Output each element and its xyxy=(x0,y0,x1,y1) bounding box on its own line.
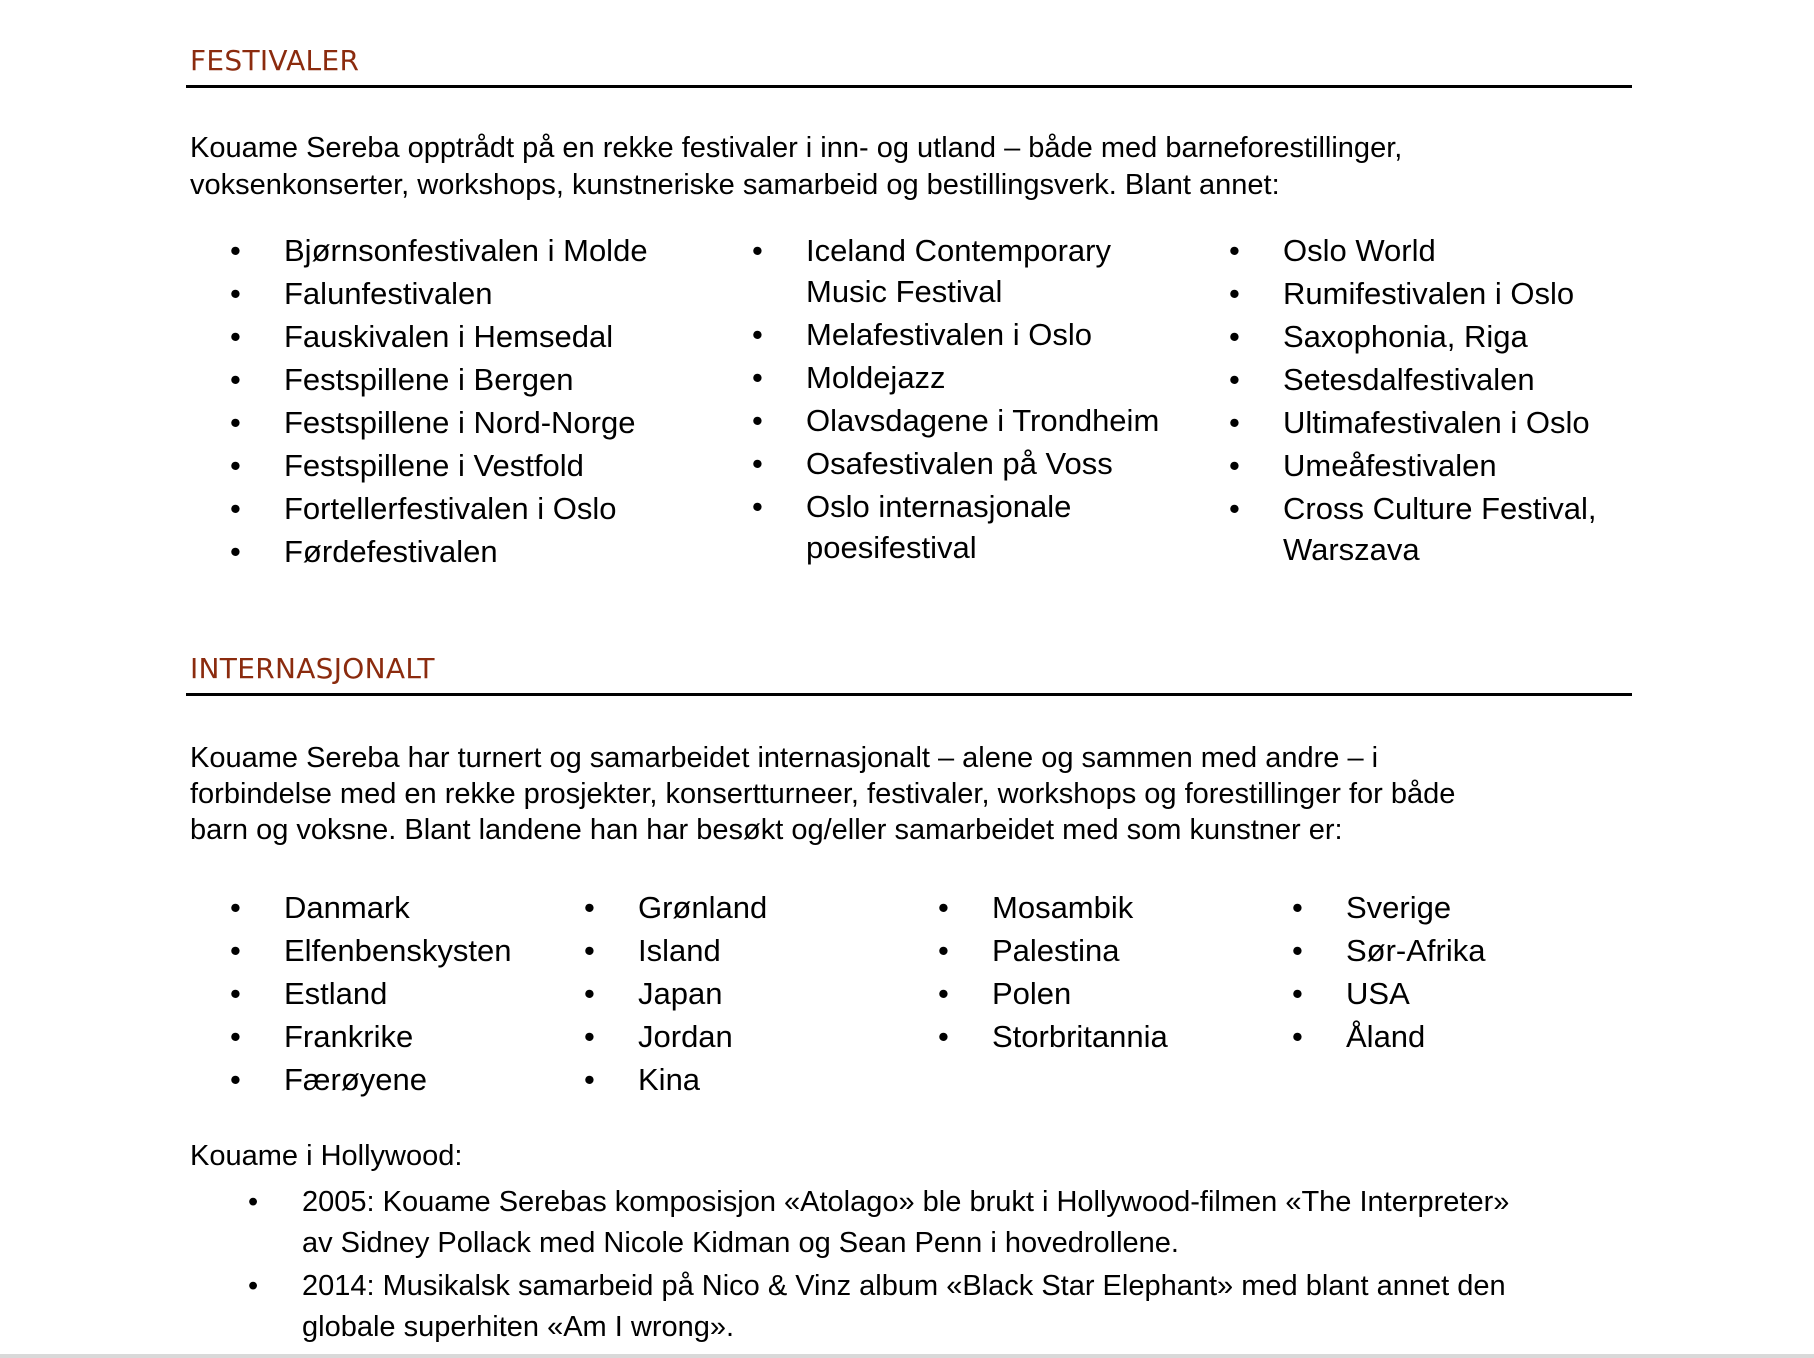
list-item: • Frankrike xyxy=(190,1016,540,1057)
internasjonalt-heading: INTERNASJONALT xyxy=(190,652,435,685)
hollywood-label: Kouame i Hollywood: xyxy=(190,1140,463,1172)
list-item: • Fortellerfestivalen i Oslo xyxy=(190,488,710,529)
list-item: • Falunfestivalen xyxy=(190,273,710,314)
list-item: • Umeåfestivalen xyxy=(1189,445,1629,486)
internasjonalt-intro-line1: Kouame Sereba har turnert og samarbeidet internasjonalt – alene og sammen med andre – i xyxy=(190,742,1379,774)
list-item: • 2014: Musikalsk samarbeid på Nico & Vinz album «Black Star Elephant» med blant annet den globale superhiten «Am I wrong». xyxy=(244,1266,1524,1348)
list-item: • Danmark xyxy=(190,887,540,928)
list-item: • Oslo internasjonale poesifestival xyxy=(712,486,1136,568)
internasjonalt-intro-line3: barn og voksne. Blant landene han har besøkt og/eller samarbeidet med som kunstner er: xyxy=(190,814,1343,846)
list-item: • Elfenbenskysten xyxy=(190,930,540,971)
list-item: • Bjørnsonfestivalen i Molde xyxy=(190,230,710,271)
list-item: • USA xyxy=(1252,973,1602,1014)
list-item: • Cross Culture Festival, Warszava xyxy=(1189,488,1623,570)
list-item: • Palestina xyxy=(898,930,1248,971)
festival-list-col2 xyxy=(712,230,1192,570)
list-item: • Island xyxy=(544,930,894,971)
list-item: • Setesdalfestivalen xyxy=(1189,359,1629,400)
list-item: • Mosambik xyxy=(898,887,1248,928)
country-list-col2 xyxy=(544,887,894,1102)
country-list-col4 xyxy=(1252,887,1602,1059)
country-list-col1 xyxy=(190,887,540,1102)
festivaler-intro xyxy=(190,130,1402,204)
list-item: • Grønland xyxy=(544,887,894,928)
internasjonalt-intro-line2: forbindelse med en rekke prosjekter, konsertturneer, festivaler, workshops og forestillinger for både xyxy=(190,778,1456,810)
festivaler-intro-line2: voksenkonserter, workshops, kunstneriske samarbeid og bestillingsverk. Blant annet: xyxy=(190,169,1280,201)
list-item: • Storbritannia xyxy=(898,1016,1248,1057)
festivaler-intro-line1: Kouame Sereba opptrådt på en rekke festivaler i inn- og utland – både med barneforestillinger, xyxy=(190,132,1403,164)
list-item: • Iceland Contemporary Music Festival xyxy=(712,230,1136,312)
list-item: • Kina xyxy=(544,1059,894,1100)
list-item: • Jordan xyxy=(544,1016,894,1057)
list-item: • Fauskivalen i Hemsedal xyxy=(190,316,710,357)
list-item: • Saxophonia, Riga xyxy=(1189,316,1629,357)
festival-list-col3 xyxy=(1189,230,1629,572)
list-item: • Osafestivalen på Voss xyxy=(712,443,1192,484)
list-item: • Rumifestivalen i Oslo xyxy=(1189,273,1629,314)
festivaler-divider xyxy=(186,85,1632,88)
list-item: • Ultimafestivalen i Oslo xyxy=(1189,402,1629,443)
list-item: • Sør-Afrika xyxy=(1252,930,1602,971)
list-item: • Festspillene i Nord-Norge xyxy=(190,402,710,443)
festival-list-col1 xyxy=(190,230,710,574)
country-list-col3 xyxy=(898,887,1248,1059)
list-item: • Oslo World xyxy=(1189,230,1629,271)
list-item: • Moldejazz xyxy=(712,357,1192,398)
list-item: • Melafestivalen i Oslo xyxy=(712,314,1192,355)
internasjonalt-intro xyxy=(190,740,1455,848)
list-item: • Olavsdagene i Trondheim xyxy=(712,400,1192,441)
list-item: • Åland xyxy=(1252,1016,1602,1057)
list-item: • Japan xyxy=(544,973,894,1014)
list-item: • Færøyene xyxy=(190,1059,540,1100)
hollywood-list xyxy=(244,1182,1524,1350)
list-item: • Festspillene i Bergen xyxy=(190,359,710,400)
list-item: • Estland xyxy=(190,973,540,1014)
internasjonalt-divider xyxy=(186,693,1632,696)
list-item: • Sverige xyxy=(1252,887,1602,928)
list-item: • 2005: Kouame Serebas komposisjon «Atolago» ble brukt i Hollywood-filmen «The Interpreter» av Sidney Pollack med Nicole Kidman og Sean Penn i hovedrollene. xyxy=(244,1182,1524,1264)
list-item: • Polen xyxy=(898,973,1248,1014)
list-item: • Førdefestivalen xyxy=(190,531,710,572)
festivaler-heading: FESTIVALER xyxy=(190,44,360,77)
page-bottom-edge xyxy=(0,1354,1814,1358)
list-item: • Festspillene i Vestfold xyxy=(190,445,710,486)
